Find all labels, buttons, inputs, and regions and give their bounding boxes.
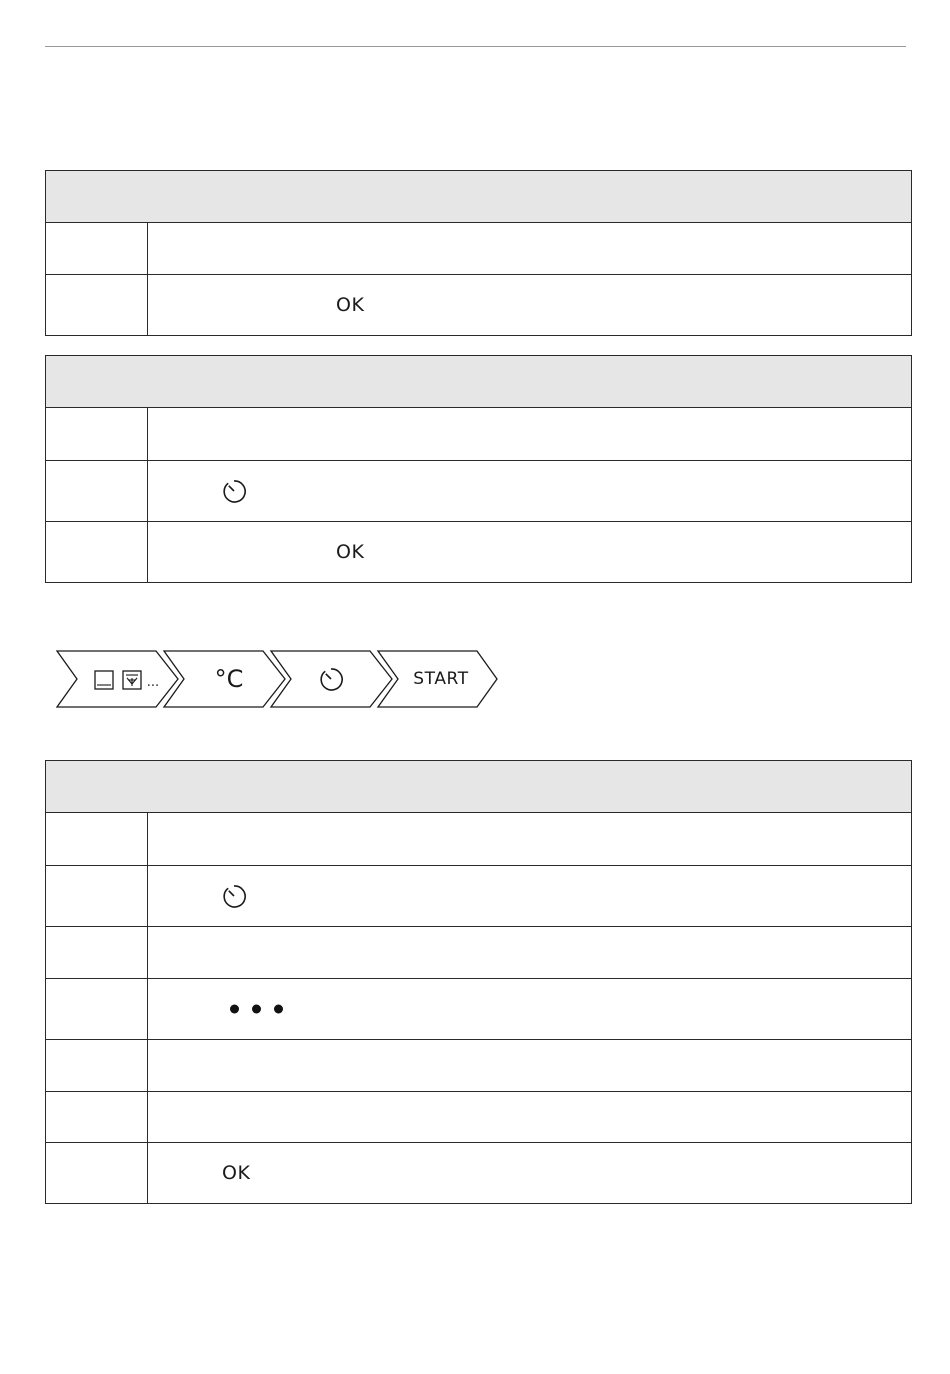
- step-number-cell: [46, 461, 148, 521]
- step-text-cell: [148, 1092, 911, 1142]
- table-row: [46, 865, 911, 926]
- table-row: [46, 408, 911, 460]
- step-text-cell: [148, 461, 911, 521]
- step-number-cell: [46, 408, 148, 460]
- step-number-cell: [46, 927, 148, 978]
- step-number-cell: [46, 223, 148, 274]
- step-number-cell: [46, 1040, 148, 1091]
- step-text-cell: [148, 223, 911, 274]
- table-row: [46, 813, 911, 865]
- step-number-cell: [46, 813, 148, 865]
- step-number-cell: [46, 275, 148, 335]
- table-header: [46, 356, 911, 408]
- timer-icon: [221, 478, 247, 504]
- table-row: [46, 274, 911, 335]
- step-text-cell: [148, 522, 911, 582]
- program-flow-diagram: [56, 650, 498, 708]
- ok-symbol: OK: [336, 294, 365, 316]
- step-text-cell: [148, 866, 911, 926]
- start-label: START: [413, 669, 469, 689]
- table-row: [46, 1142, 911, 1203]
- table-row: [46, 1091, 911, 1142]
- special-function-icon: [122, 670, 142, 690]
- ok-symbol: OK: [222, 1162, 251, 1184]
- step-number-cell: [46, 866, 148, 926]
- top-divider: [45, 46, 906, 47]
- dot: [230, 1005, 239, 1014]
- timer-icon: [318, 666, 344, 692]
- step-table-1: [45, 170, 912, 336]
- table-header: [46, 171, 911, 223]
- step-text-cell: [148, 408, 911, 460]
- ellipsis-label: ...: [146, 674, 160, 690]
- dot: [274, 1005, 283, 1014]
- dot: [252, 1005, 261, 1014]
- heating-function-icon: [94, 670, 114, 690]
- step-table-2: [45, 355, 912, 583]
- step-number-cell: [46, 1092, 148, 1142]
- three-dots-icon: [230, 1005, 283, 1014]
- timer-icon: [221, 883, 247, 909]
- table-row: [46, 926, 911, 978]
- table-row: [46, 223, 911, 274]
- step-table-3: [45, 760, 912, 1204]
- step-number-cell: [46, 522, 148, 582]
- table-header: [46, 761, 911, 813]
- step-number-cell: [46, 979, 148, 1039]
- step-number-cell: [46, 1143, 148, 1203]
- ok-symbol: OK: [336, 541, 365, 563]
- step-text-cell: [148, 813, 911, 865]
- step-text-cell: [148, 979, 911, 1039]
- step-text-cell: [148, 275, 911, 335]
- step-text-cell: [148, 927, 911, 978]
- temperature-label: °C: [214, 665, 244, 693]
- table-row: [46, 521, 911, 582]
- table-row: [46, 460, 911, 521]
- step-text-cell: [148, 1143, 911, 1203]
- table-row: [46, 1039, 911, 1091]
- step-text-cell: [148, 1040, 911, 1091]
- table-row: [46, 978, 911, 1039]
